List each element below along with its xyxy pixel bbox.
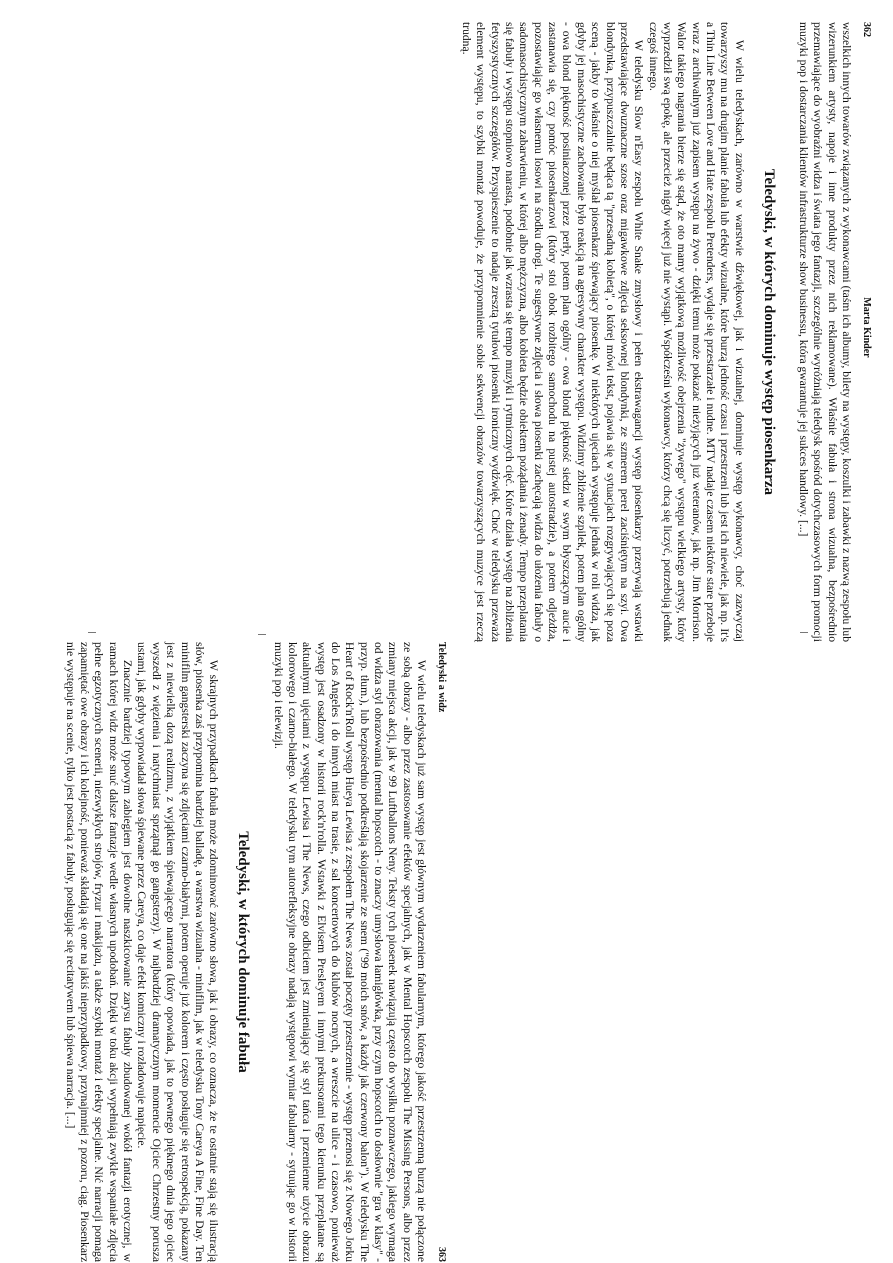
left-running-head	[859, 22, 873, 642]
left-page	[459, 22, 873, 642]
right-running-head	[434, 642, 448, 1262]
right-paragraph-1: W wielu teledyskach już sam występ jest głównym wydarzeniem fabularnym, którego jakość przestrzenną burzą nie połączone ze sobą obrazy - albo przez zastosowanie efektów specjalnych, jak w Mental Hopscotch zespołu The Missing Persons, albo przez zmiany miejsca akcji, jak w 99 Luftballons Neny. Teksty tych piosenek nawiązują często do wysiłku poznawczego, jakiego wymaga od widza styl obrazowania (mental hopscotch - to znaczy umysłowa łamigłówka, przy czym hopscotch to dosłownie "gra w klasy" -przyp. tłum.), lub bezpośrednio podkreślają skojarzenie ze snem ("99 moich snów, a każdy jak czerwony balon"). W teledysku The Heart of Rock'n'Roll występ Hueya Lewisa z zespołem The News został poczęty przestrzennie - występ przenosi się z Nowego Jorku do Los Angeles i do innych miast na trasie, z sal koncertowych do klubów nocnych, a wreszcie na ulice - i czasowo, ponieważ występ jest osadzony w historii rock'n'rolla. Wstawki z Elvisem Presleyem i innymi prekursorami tego kierunku przeplatane są aktualnymi ujęciami z występu Lewisa i The News, czego odbiciem jest zmieniający się styl tańca i przemienne użycie obrazu kolorowego i czarno-białego. W teledysku tym autorefleksyjne obrazy nadają występowi wymiar fabularny - sytuując go w historii muzyki pop i telewizji.	[271, 642, 428, 1262]
right-page-number: 363	[436, 1247, 447, 1262]
right-paragraph-3: Znacznie bardziej typowym zabiegiem jest dowolne naszkicowanie zarysu fabuły zbudowanej wokół fantazji erotycznej, w ramach której widz może snuć dalsze fantazje wedle własnych upodobań. Dzięki w toku akcji wypełniają zwykle wspaniałe zdjęcia pełne egzotycznych scenerii, niezwykłych strojów, fryzur i makijażu, a także szybki montaż i efekty specjalne. Nić narracji pomaga zapamiętać owe obrazy i ich kolejność, ponieważ składają się one na jakiś nieprzypadkowy, przynajmniej z pozoru, ciąg. Piosenkarz nie występuje na scenie, tylko jest postacią z fabuły, posługując się recitatywem lub śpiewa narracja. [...]	[63, 642, 135, 1262]
right-paragraph-2: W skrajnych przypadkach fabuła może zdominować zarówno słowa, jak i obrazy, co oznacza, że te ostatnie stają się ilustracją słów, piosenka zaś przypomina bardziej balladę, a warstwa wizualna - minifilm, jak w teledysku Tony Careya A Fine, Fine Day. Ten minifilm gangsterski zaczyna się zdjęciami czarno-białymi, potem operuje już kolorem i często posługuje się retrospekcją, pokazany jest z niewielką dozą realizmu, z wyjątkiem śpiewającego narratora (który opowiada, jak to pewnego pięknego dnia jego ojciec wyszedł z więzienia i natychmiast sprzątnął go gangsterzy). W najbardziej dramatycznym momencie Ojciec Chrzestny porusza ustami, jak gdyby wypowiadał słowa śpiewane przez Careya, co daje efekt komiczny i rozładowuje napięcie.	[135, 642, 221, 1262]
left-paragraph-2: W teledysku Slow n'Easy zespołu White Snake zmysłowy i pełen ekstrawagancji występ piosenkarzy przerywają wstawki przedstawiające dwuznaczne szose oraz migawkowe zdjęcia seksownej blondynki, ze szmerem perel zaciśniętym na szyi. Owa blondynka, przypuszczalnie będąca tą "przesadną kobietą", o której mówi tekst, pojawia się w sytuacjach rozgrywających się poza sceną - jakby to właśnie o niej myślał piosenkarz śpiewający piosenkę. W niektórych ujęciach występuje jednak w roli widza, jak gdyby jej masochistyczne zachowanie było reakcją na agresywny charakter występu. Widzimy zbliżenie szpilek, potem plan ogólny - owa blond piękność posiniaczonej przez perły, potem plan ogólny - owa blond piękność siedzi w swym błyszczącym aucie i zastanawia się, czy pomóc piosenkarzowi (który stoi obok rozbitego samochodu na pustej autostradzie), a potem odjeżdża, pozostawiając go własnemu losowi na środku drogi. Te sugestywne zdjęcia i słowa piosenki zachęcają widza do ułożenia fabuły o sadomasochistycznym zabarwieniu, w której albo mężczyzna, albo kobieta będzie obiektem pożądania i żenady. Tempo przeplatania się fabuły i występu stopniowo narasta, podobnie jak wzrasta się tempo muzyki i rytmicznych cięć. Które działa występ na zbliżenia fetyszystycznych szczegółów. Przyspieszenie to nadaje zresztą tytułowi piosenki ironiczny wydźwięk. Choć w teledysku przeważa element występu, to szybki montaż powoduje, że przypomnienie sobie sekwencji obrazów towarzyszących muzyce jest rzeczą trudną.	[460, 22, 646, 642]
left-page-number: 362	[861, 22, 872, 37]
left-intro-paragraph: wszelkich innych towarów związanych z wykonawcami (taśm ich albumy, bilety na występy, koszulki i zabawki z nazwą zespołu lub wizerunkiem artysty, napoje i inne produkty przez nich reklamowane). Właśnie fabuła i strona wizualna, bezpośrednio przemawiające do wyobraźni widza i świata jego fantazji, szczególnie wyróżniają teledysk spośród dotychczasowych form promocji muzyki pop i dostarczania klientów infrastrukturze show businessu, która gwarantuje jej sukces handlowy. [...]	[796, 22, 853, 642]
right-chapter-title: Teledyski a widz	[436, 642, 447, 713]
right-page	[62, 642, 448, 1262]
scan-mark	[800, 632, 808, 633]
left-section-heading: Teledyski, w których dominuje występ piosenkarza	[760, 168, 777, 496]
scan-mark	[88, 632, 96, 633]
left-author: Marta Kinder	[861, 297, 872, 358]
right-section-heading: Teledyski, w których dominuje fabuła	[235, 831, 252, 1073]
scan-mark	[258, 634, 266, 635]
left-paragraph-1: W wielu teledyskach, zarówno w warstwie dźwiękowej, jak i wizualnej, dominuje występ wykonawcy, choć zazwyczaj towarzyszy mu na drugim planie fabuła lub efekty wizualne, które burzą jedność czasu i przestrzeni lub jest ich niewiele, jak np. It's a Thin Line Between Love and Hate zespołu Pretenders, wydaje się przestarzałe i nudne. MTV nadaje czasem niektóre stare przeboje wraz z archiwalnym już zapisem występu na żywo - dzięki temu może pokazać nieżyjących już weteranów, jak np. Jim Morrison. Walor takiego nagrania bierze się stąd, że oto mamy wyjątkową możliwość obejrzenia "żywego" występu wielkiego artysty, który wyprzedził swą epokę, ale przecież nigdy więcej już nie wystąpi. Współcześni wykonawcy, którzy chcą się liczyć, potrzebują jednak czegoś innego.	[646, 22, 746, 642]
